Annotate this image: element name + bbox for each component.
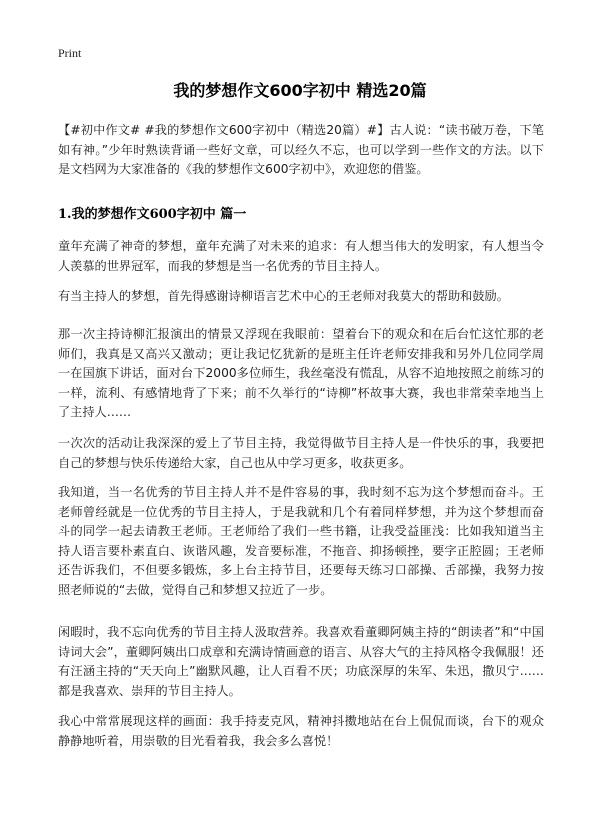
document-title: 我的梦想作文600字初中 精选20篇 — [173, 81, 427, 100]
paragraph-4: 一次次的活动让我深深的爱上了节目主持，我觉得做节目主持人是一件快乐的事，我要把自己的梦想与快乐传递给大家，自己也从中学习更多，收获更多。 — [58, 436, 544, 470]
intro-paragraph: 【#初中作文# #我的梦想作文600字初中（精选20篇）#】古人说：“读书破万卷，下笔如有神。”少年时熟读背诵一些好文章，可以经久不忘，也可以学到一些作文的方法。以下是文档网为大家准备的《我的梦想作文600字初中》，欢迎您的借鉴。 — [58, 123, 544, 176]
paragraph-6: 闲暇时，我不忘向优秀的节目主持人汲取营养。我喜欢看董卿阿姨主持的“朗读者”和“中国诗词大会”，董卿阿姨出口成章和充满诗情画意的语言、从容大气的主持风格令我佩服！还有汪涵主持的“天天向上”幽默风趣，让人百看不厌；功底深厚的朱军、朱迅，撒贝宁……都是我喜欢、崇拜的节目主持人。 — [58, 625, 544, 698]
paragraph-1: 童年充满了神奇的梦想，童年充满了对未来的追求：有人想当伟大的发明家，有人想当令人羡慕的世界冠军，而我的梦想是当一名优秀的节目主持人。 — [58, 239, 544, 273]
paragraph-2: 有当主持人的梦想，首先得感谢诗柳语言艺术中心的王老师对我莫大的帮助和鼓励。 — [58, 289, 509, 303]
print-label: Print — [58, 46, 82, 60]
section-heading: 1.我的梦想作文600字初中 篇一 — [58, 207, 247, 222]
paragraph-7: 我心中常常展现这样的画面：我手持麦克风，精神抖擞地站在台上侃侃而谈，台下的观众静静地听着，用崇敬的目光看着我，我会多么喜悦！ — [58, 714, 544, 748]
paragraph-5: 我知道，当一名优秀的节目主持人并不是件容易的事，我时刻不忘为这个梦想而奋斗。王老师曾经就是一位优秀的节目主持人，于是我就和几个有着同样梦想，并为这个梦想而奋斗的同学一起去请教王老师。王老师给了我们一些书籍，让我受益匪浅：比如我知道当主持人语言要朴素直白、诙谐风趣，发音要标准，不拖音、抑扬顿挫，要字正腔圆；王老师还告诉我们，不但要多锻炼，多上台主持节目，还要每天练习口部操、舌部操，我努力按照老师说的“去做，觉得自己和梦想又拉近了一步。 — [58, 485, 544, 597]
paragraph-3: 那一次主持诗柳汇报演出的情景又浮现在我眼前：望着台下的观众和在后台忙这忙那的老师们，我真是又高兴又激动；更让我记忆犹新的是班主任许老师安排我和另外几位同学周一在国旗下讲话，面对台下2000多位师生，我丝毫没有慌乱，从容不迫地按照之前练习的一样，流利、有感情地背了下来；前不久举行的“诗柳”杯故事大赛，我也非常荣幸地当上了主持人…… — [58, 327, 544, 419]
